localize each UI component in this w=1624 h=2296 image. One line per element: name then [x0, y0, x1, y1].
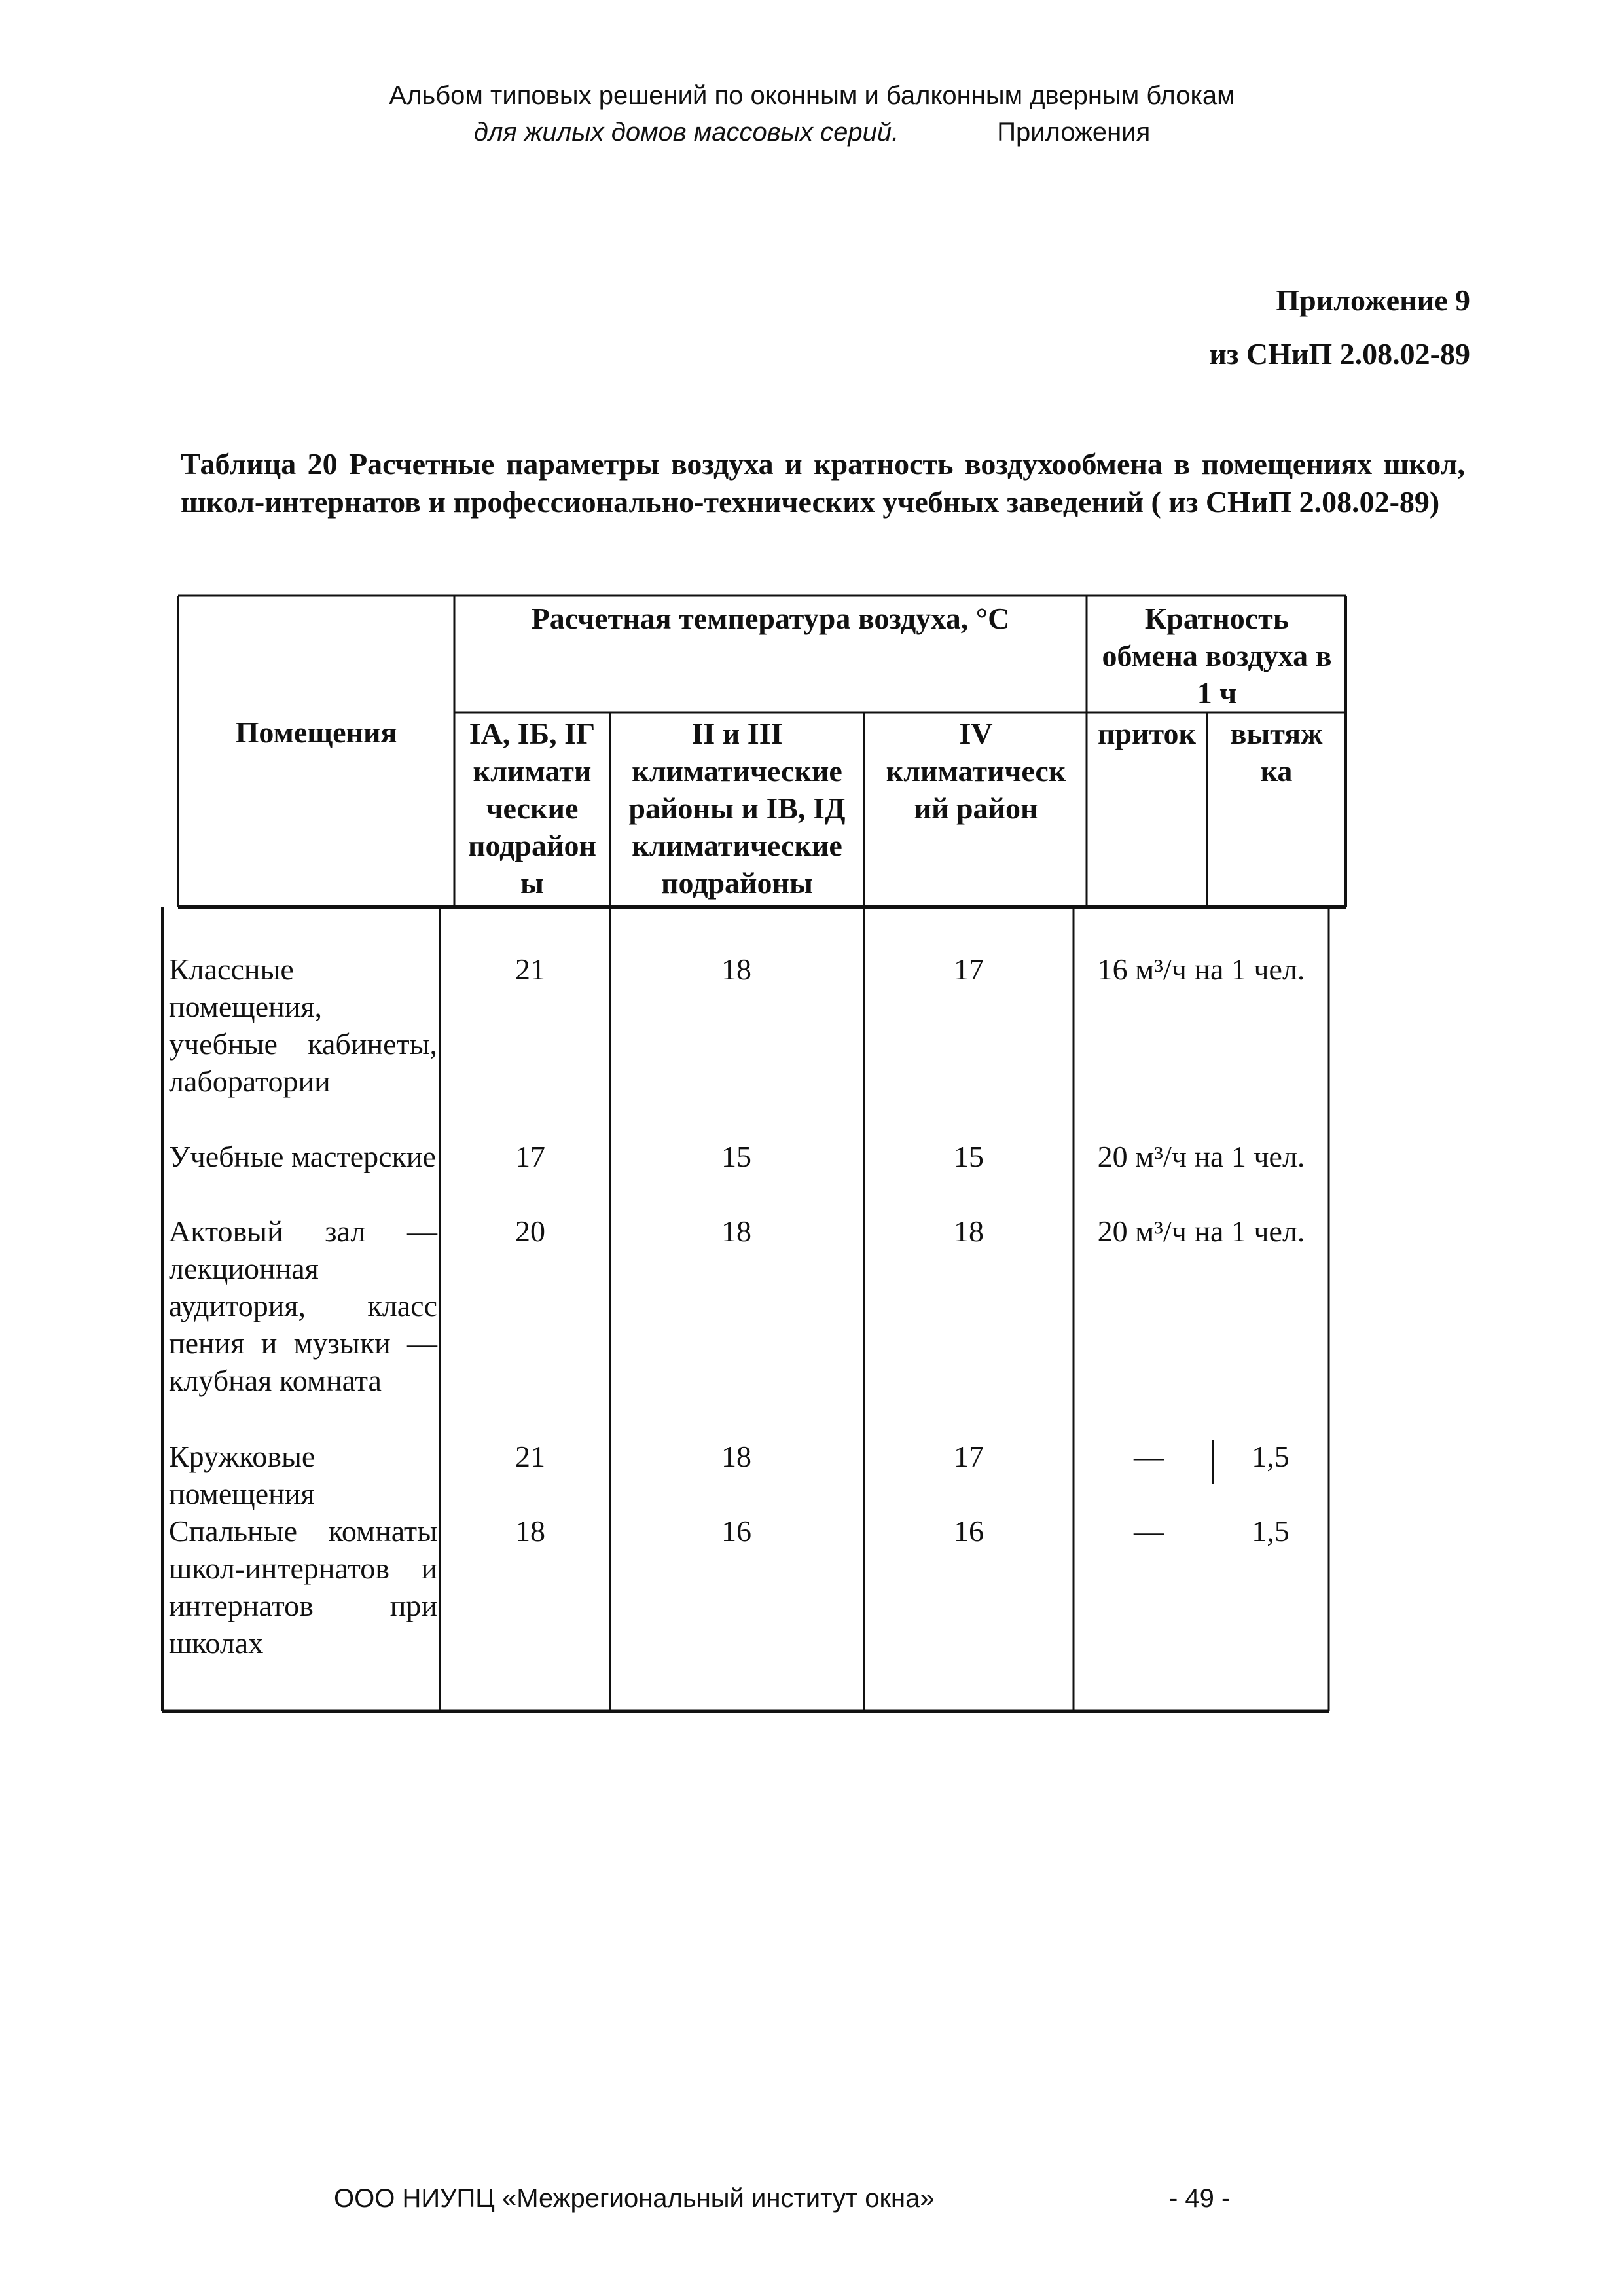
table-row-room: Учебные мастерские: [169, 1140, 436, 1173]
table-row-exchange: 16 м³/ч на 1 чел.: [1097, 953, 1305, 986]
table-row-t3: 17: [954, 1440, 984, 1473]
album-subtitle: для жилых домов массовых серий.: [473, 118, 899, 147]
column-header-zone-2: II и III климатические районы и IВ, IД климатические подрайоны: [628, 717, 846, 900]
page-number: - 49 -: [1169, 2184, 1231, 2213]
table-row-exchange: 20 м³/ч на 1 чел.: [1097, 1140, 1305, 1173]
appendix-title: Приложение 9: [1276, 283, 1470, 317]
table-row-room: Кружковые помещения: [169, 1440, 316, 1510]
table-row-t1: 17: [515, 1140, 545, 1173]
column-group-temperature: Расчетная температура воздуха, °С: [531, 602, 1010, 635]
table-row-t3: 16: [954, 1514, 984, 1548]
table-caption: Таблица 20 Расчетные параметры воздуха и кратность воздухообмена в помещениях школ, школ-интернатов и профессионально-технических учебных заведений ( из СНиП 2.08.02-89): [181, 447, 1465, 519]
table-row-supply: —: [1134, 1514, 1164, 1548]
table-row-t1: 20: [515, 1214, 545, 1248]
column-group-exchange: Кратность обмена воздуха в 1 ч: [1102, 602, 1332, 710]
table-row-exhaust: 1,5: [1252, 1440, 1290, 1473]
column-header-supply: приток: [1097, 717, 1197, 750]
section-name: Приложения: [997, 118, 1151, 147]
table-row-t3: 15: [954, 1140, 984, 1173]
column-header-rooms: Помещения: [235, 716, 397, 749]
table-row-t2: 15: [721, 1140, 751, 1173]
table-row-t2: 16: [721, 1514, 751, 1548]
table-row-supply: —: [1134, 1440, 1164, 1473]
table-row-t3: 18: [954, 1214, 984, 1248]
album-title: Альбом типовых решений по оконным и балконным дверным блокам: [389, 81, 1235, 110]
table-row-t3: 17: [954, 953, 984, 986]
table-row-room: Классные помещения, учебные кабинеты, лаборатории: [169, 953, 437, 1098]
table-row-t1: 21: [515, 953, 545, 986]
table-row-t1: 21: [515, 1440, 545, 1473]
footer-organization: ООО НИУПЦ «Межрегиональный институт окна»: [334, 2184, 935, 2213]
table-row-t2: 18: [721, 953, 751, 986]
column-header-exhaust: вытяж ка: [1230, 717, 1323, 788]
table-row-exhaust: 1,5: [1252, 1514, 1290, 1548]
table-row-room: Спальные комнаты школ-интернатов и интернатов при школах: [169, 1514, 437, 1660]
table-row-t2: 18: [721, 1214, 751, 1248]
appendix-source: из СНиП 2.08.02-89: [1209, 337, 1470, 371]
column-header-zone-1: IA, IБ, IГ климати ческие подрайон ы: [467, 717, 597, 900]
column-header-zone-3: IV климатическ ий район: [886, 717, 1066, 825]
table-row-room: Актовый зал — лекционная аудитория, класс пения и музыки — клубная комната: [169, 1214, 437, 1397]
table-row-t2: 18: [721, 1440, 751, 1473]
table-row-t1: 18: [515, 1514, 545, 1548]
table-row-exchange: 20 м³/ч на 1 чел.: [1097, 1214, 1305, 1248]
